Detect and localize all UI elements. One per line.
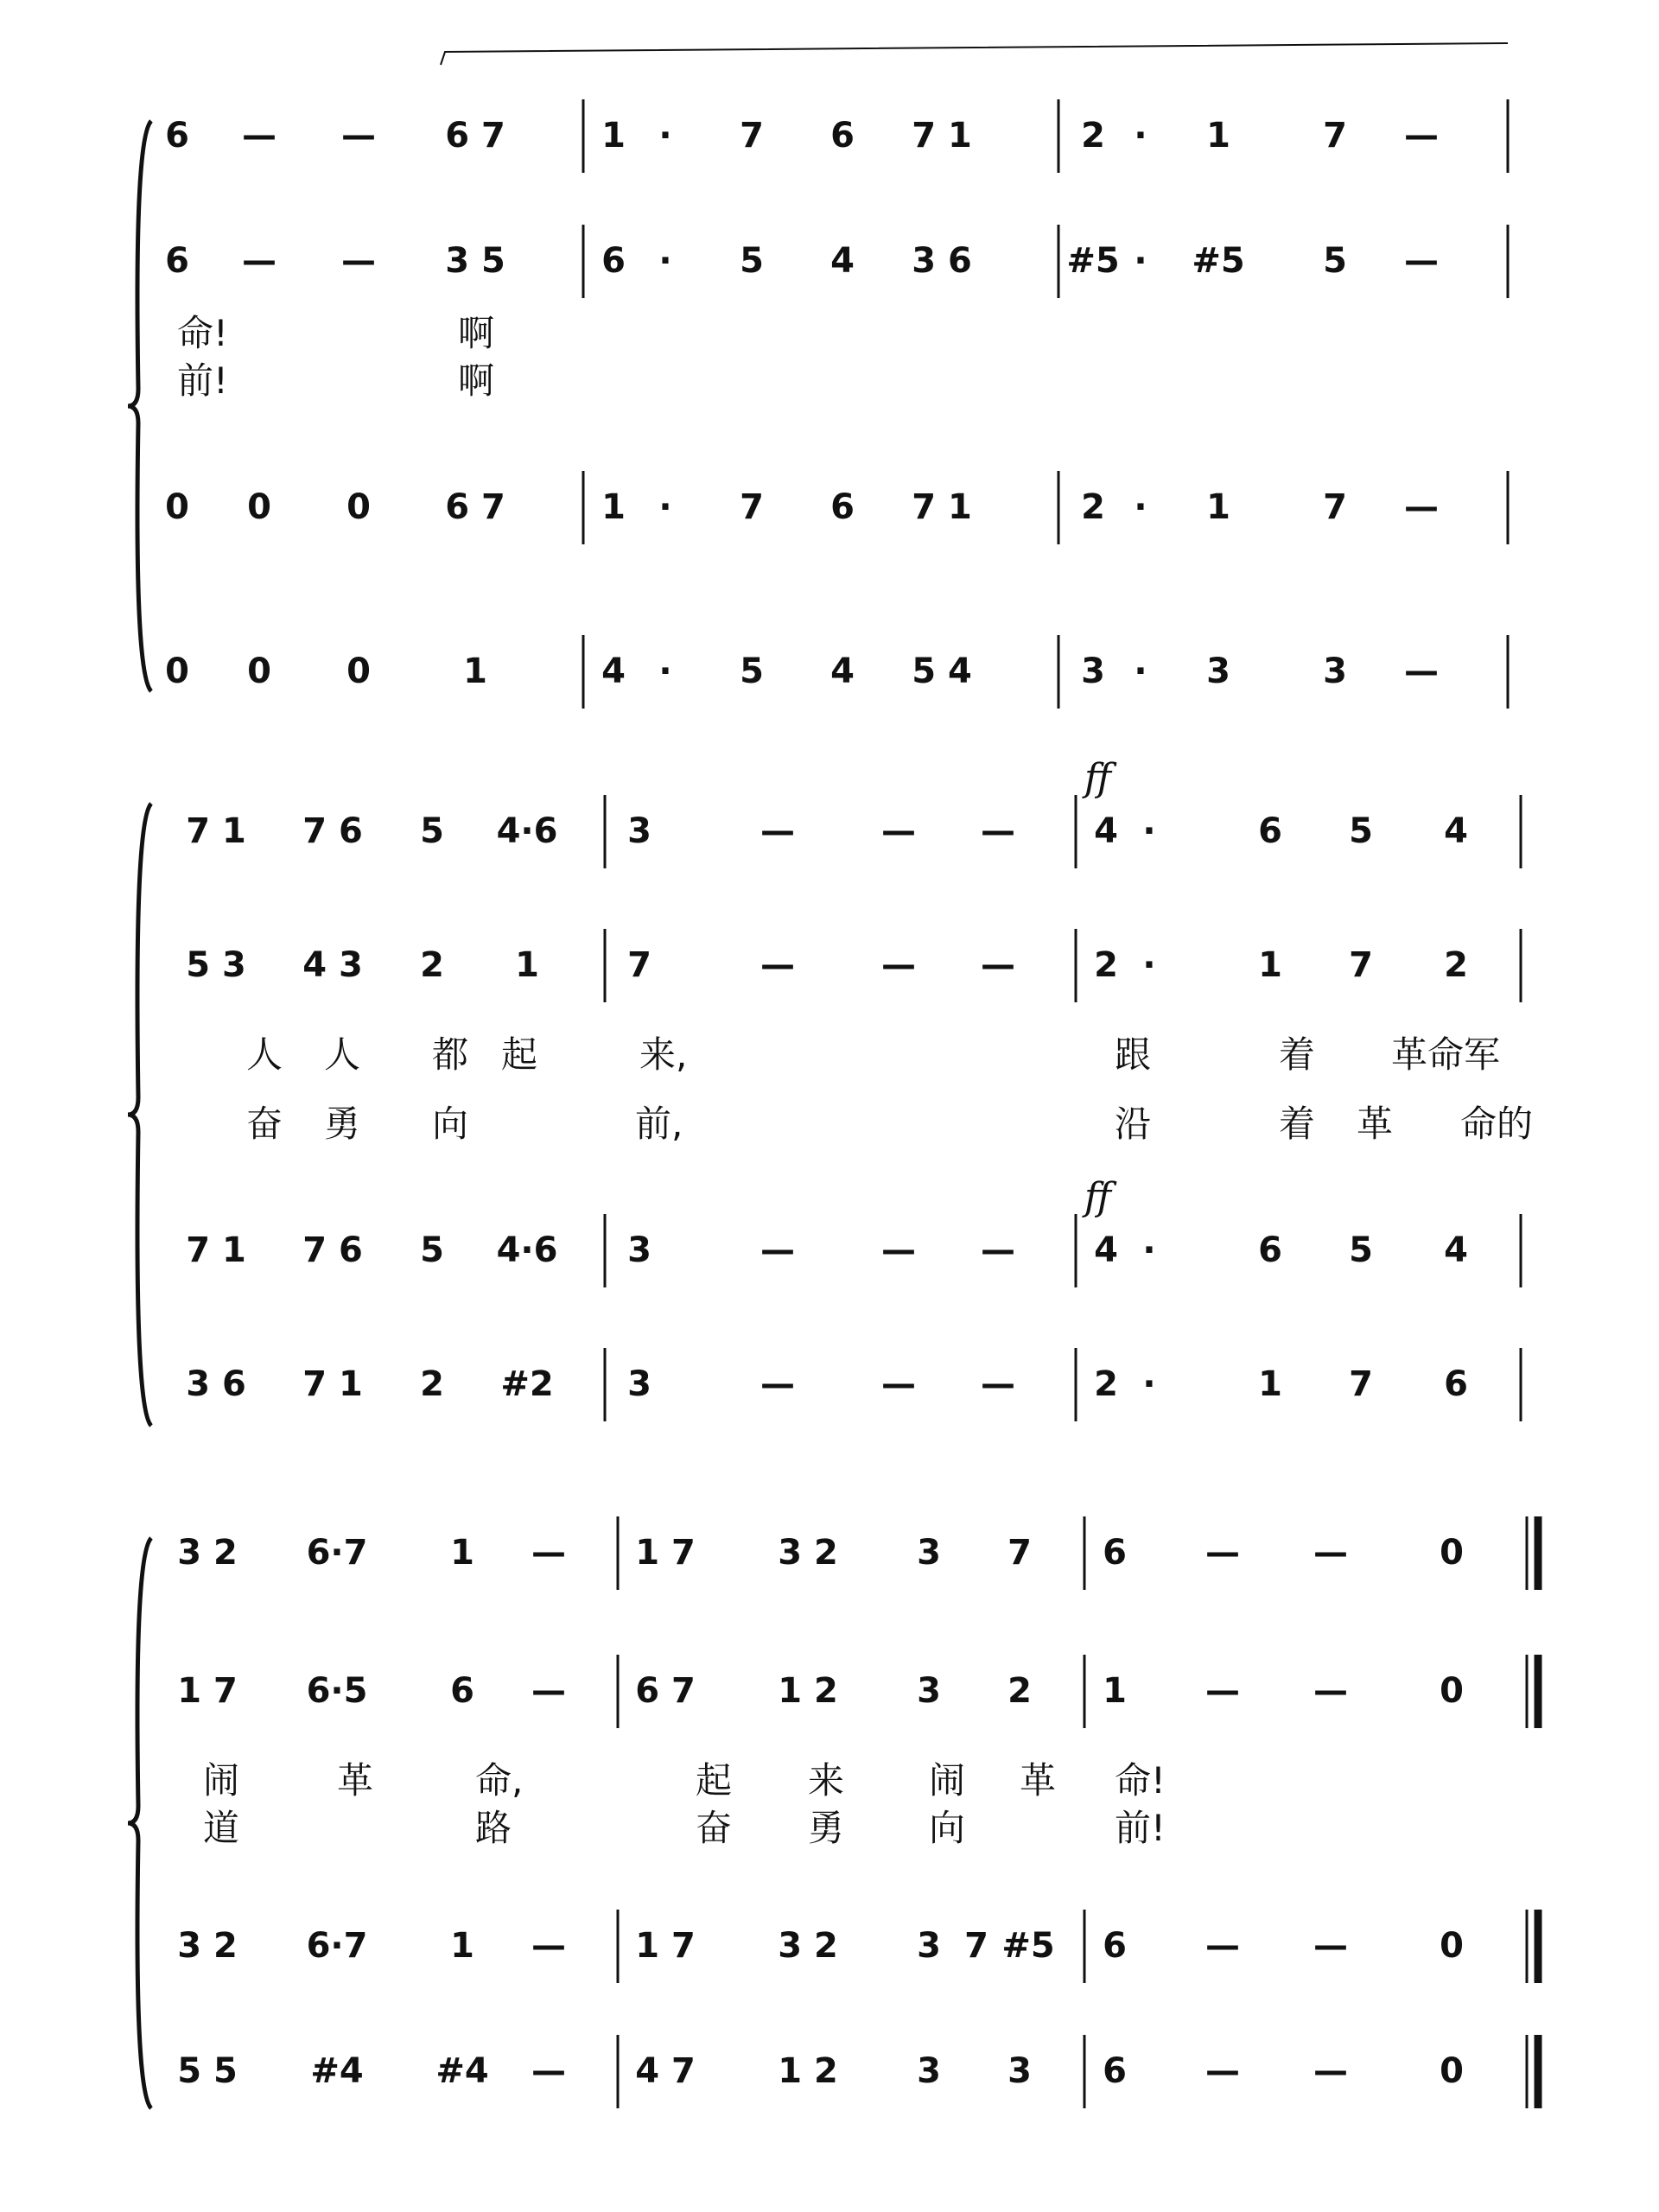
note: 3 2 [177, 1533, 238, 1573]
note: 5 [420, 811, 444, 851]
note: 5 [740, 241, 764, 281]
dash: — [341, 241, 376, 281]
lyric-syllable: 啊 [458, 312, 495, 354]
note: · [658, 652, 672, 691]
note: · [1142, 1230, 1156, 1270]
note: 5 [1323, 241, 1347, 281]
note: 2 [1081, 487, 1105, 527]
note: 7 [964, 1926, 988, 1966]
note: 3 5 [445, 241, 505, 281]
note: 4 [1094, 1230, 1118, 1270]
lyric-line-1 [177, 312, 494, 354]
voice-4 [186, 1348, 1521, 1421]
note: 7 6 [302, 1230, 363, 1270]
note: 0 [346, 487, 371, 527]
note: 7 [1349, 1364, 1373, 1404]
note: 6 [1258, 811, 1282, 851]
dash: — [881, 945, 916, 985]
dash: — [1313, 1671, 1348, 1711]
note: 0 [1440, 1533, 1464, 1573]
note: 3 2 [778, 1533, 838, 1573]
lyric-syllable: 革 [1020, 1759, 1057, 1802]
note: 7 6 [302, 811, 363, 851]
note: #2 [500, 1364, 554, 1404]
note: 6·5 [306, 1671, 368, 1711]
dash: — [1404, 116, 1439, 156]
dash: — [881, 811, 916, 851]
dash: — [760, 1230, 795, 1270]
voice-2 [165, 225, 1508, 298]
note: 4 [1094, 811, 1118, 851]
system-brace [128, 121, 151, 691]
dash: — [242, 116, 276, 156]
lyric-syllable: 着 [1279, 1103, 1316, 1145]
slur [441, 43, 1508, 65]
note: 5 5 [177, 2051, 238, 2091]
note: 7 [1349, 945, 1373, 985]
dash: — [1205, 1671, 1240, 1711]
lyric-syllable: 革 [1357, 1103, 1394, 1145]
note: 3 2 [778, 1926, 838, 1966]
dash: — [881, 1230, 916, 1270]
note: 3 [627, 1230, 652, 1270]
dash: — [1205, 1533, 1240, 1573]
note: 7 1 [186, 1230, 246, 1270]
note: 5 3 [186, 945, 246, 985]
note: 2 [1094, 945, 1118, 985]
note: 7 [627, 945, 652, 985]
voice-4 [177, 2035, 1538, 2108]
note: #5 [1001, 1926, 1055, 1966]
lyric-syllable: 沿 [1115, 1103, 1152, 1145]
dash: — [1313, 1926, 1348, 1966]
note: · [1142, 945, 1156, 985]
lyric-syllable: 前! [177, 359, 228, 402]
voice-3 [177, 1910, 1538, 1983]
note: · [1134, 241, 1147, 281]
lyric-syllable: 奋 [696, 1807, 733, 1849]
system-brace [128, 1538, 151, 2108]
note: 5 [1349, 811, 1373, 851]
dash: — [760, 811, 795, 851]
note: #4 [435, 2051, 489, 2091]
note: 5 4 [912, 652, 972, 691]
dash: — [1313, 1533, 1348, 1573]
note: 1 [463, 652, 487, 691]
lyric-line-2 [203, 1807, 1166, 1849]
note: 1 2 [778, 2051, 838, 2091]
lyric-syllable: 起 [696, 1759, 733, 1802]
dash: — [1205, 1926, 1240, 1966]
lyric-syllable: 奋 [246, 1103, 283, 1145]
lyric-syllable: 命, [475, 1759, 524, 1802]
lyric-syllable: 着 [1279, 1033, 1316, 1076]
note: 6 7 [445, 487, 505, 527]
note: 2 [420, 945, 444, 985]
note: 3 [917, 1926, 941, 1966]
note: 1 [1206, 116, 1230, 156]
lyric-syllable: 人 [324, 1033, 361, 1076]
lyric-syllable: 命! [177, 312, 228, 354]
voice-1 [177, 1516, 1538, 1590]
lyric-syllable: 前! [1115, 1807, 1166, 1849]
dash: — [341, 116, 376, 156]
note: 4·6 [496, 1230, 558, 1270]
note: 0 [1440, 1671, 1464, 1711]
note: · [658, 487, 672, 527]
lyric-syllable: 起 [501, 1033, 538, 1076]
note: 7 1 [186, 811, 246, 851]
note: 1 [515, 945, 539, 985]
note: 7 [1323, 487, 1347, 527]
voice-1 [186, 795, 1521, 868]
note: 5 [1349, 1230, 1373, 1270]
lyric-syllable: 来, [639, 1033, 688, 1076]
dash: — [531, 1671, 566, 1711]
lyric-syllable: 勇 [324, 1103, 361, 1145]
dynamic-marking: ff [1084, 1175, 1112, 1219]
lyric-syllable: 跟 [1115, 1033, 1152, 1076]
lyric-syllable: 命! [1115, 1759, 1166, 1802]
voice-1 [165, 43, 1508, 173]
note: 6 [830, 487, 855, 527]
note: · [1134, 487, 1147, 527]
note: 4 3 [302, 945, 363, 985]
voice-3 [186, 1214, 1521, 1287]
note: 2 [420, 1364, 444, 1404]
dash: — [531, 1533, 566, 1573]
dash: — [881, 1364, 916, 1404]
note: 6·7 [306, 1533, 368, 1573]
note: · [658, 116, 672, 156]
dynamic-marking: ff [1084, 756, 1112, 800]
note: · [658, 241, 672, 281]
note: 4·6 [496, 811, 558, 851]
note: 5 [420, 1230, 444, 1270]
dash: — [1404, 487, 1439, 527]
dash: — [1205, 2051, 1240, 2091]
dash: — [531, 1926, 566, 1966]
note: 3 [627, 1364, 652, 1404]
system-3 [128, 1516, 1538, 2108]
voice-4 [165, 635, 1508, 709]
note: 0 [165, 487, 189, 527]
note: 0 [247, 487, 271, 527]
lyric-syllable: 革 [337, 1759, 374, 1802]
note: 1 7 [635, 1533, 696, 1573]
dash: — [1404, 652, 1439, 691]
note: 6 7 [445, 116, 505, 156]
note: 7 1 [302, 1364, 363, 1404]
note: 7 [1007, 1533, 1032, 1573]
lyric-syllable: 勇 [808, 1807, 845, 1849]
note: 3 [917, 1671, 941, 1711]
system-brace [128, 804, 151, 1426]
dash: — [981, 1364, 1015, 1404]
note: · [1134, 652, 1147, 691]
note: 3 2 [177, 1926, 238, 1966]
lyric-line-1 [246, 1033, 1500, 1076]
dash: — [1313, 2051, 1348, 2091]
note: 1 [1258, 945, 1282, 985]
dash: — [981, 811, 1015, 851]
note: 2 [1094, 1364, 1118, 1404]
lyric-syllable: 道 [203, 1807, 240, 1849]
lyric-syllable: 人 [246, 1033, 283, 1076]
note: 7 1 [912, 116, 972, 156]
note: 0 [346, 652, 371, 691]
system-1 [128, 43, 1508, 709]
note: 6 [1103, 2051, 1127, 2091]
note: 7 1 [912, 487, 972, 527]
lyric-syllable: 闹 [203, 1759, 240, 1802]
note: 1 [601, 116, 626, 156]
note: 1 [450, 1533, 474, 1573]
voice-2 [177, 1655, 1538, 1728]
note: · [1142, 811, 1156, 851]
note: 7 [740, 116, 764, 156]
note: · [1134, 116, 1147, 156]
lyric-syllable: 革命军 [1391, 1033, 1501, 1076]
lyric-syllable: 都 [432, 1033, 469, 1076]
dash: — [242, 241, 276, 281]
note: 3 [1007, 2051, 1032, 2091]
lyric-syllable: 前, [635, 1103, 683, 1145]
note: 2 [1081, 116, 1105, 156]
note: 1 [1258, 1364, 1282, 1404]
note: 6·7 [306, 1926, 368, 1966]
note: 6 [450, 1671, 474, 1711]
lyric-syllable: 命的 [1460, 1103, 1534, 1145]
note: 0 [1440, 2051, 1464, 2091]
lyric-syllable: 啊 [458, 359, 495, 402]
note: 1 [1103, 1671, 1127, 1711]
lyric-syllable: 向 [929, 1807, 966, 1849]
note: 1 [450, 1926, 474, 1966]
note: 0 [1440, 1926, 1464, 1966]
note: 6 [1103, 1926, 1127, 1966]
voice-2 [186, 929, 1521, 1002]
note: 3 [1323, 652, 1347, 691]
note: 4 [830, 652, 855, 691]
note: #4 [310, 2051, 364, 2091]
note: 4 [1444, 811, 1468, 851]
lyric-syllable: 来 [808, 1759, 845, 1802]
note: 3 [1206, 652, 1230, 691]
note: 4 [830, 241, 855, 281]
note: 6 [1444, 1364, 1468, 1404]
lyric-syllable: 闹 [929, 1759, 966, 1802]
note: 1 2 [778, 1671, 838, 1711]
note: 3 [917, 1533, 941, 1573]
dash: — [760, 1364, 795, 1404]
dash: — [981, 1230, 1015, 1270]
note: 4 [601, 652, 626, 691]
note: 1 7 [635, 1926, 696, 1966]
note: 7 [740, 487, 764, 527]
note: 6 [165, 241, 189, 281]
note: 6 [601, 241, 626, 281]
note: 2 [1007, 1671, 1032, 1711]
note: 4 [1444, 1230, 1468, 1270]
score-content [128, 43, 1538, 2108]
dash: — [531, 2051, 566, 2091]
note: 6 [830, 116, 855, 156]
dash: — [981, 945, 1015, 985]
note: 6 [1103, 1533, 1127, 1573]
note: 3 [1081, 652, 1105, 691]
note: 7 [1323, 116, 1347, 156]
note: #5 [1192, 241, 1245, 281]
lyric-line-2 [246, 1103, 1533, 1145]
note: 6 [165, 116, 189, 156]
note: 5 [740, 652, 764, 691]
lyric-syllable: 路 [475, 1807, 512, 1849]
lyric-line-2 [177, 359, 494, 402]
note: 6 7 [635, 1671, 696, 1711]
note: 1 7 [177, 1671, 238, 1711]
note: 3 [627, 811, 652, 851]
note: · [1142, 1364, 1156, 1404]
note: #5 [1066, 241, 1120, 281]
note: 2 [1444, 945, 1468, 985]
note: 4 7 [635, 2051, 696, 2091]
note: 1 [1206, 487, 1230, 527]
dash: — [760, 945, 795, 985]
dash: — [1404, 241, 1439, 281]
note: 3 6 [186, 1364, 246, 1404]
voice-3 [165, 471, 1508, 544]
lyric-line-1 [203, 1759, 1166, 1802]
note: 3 6 [912, 241, 972, 281]
note: 0 [165, 652, 189, 691]
lyric-syllable: 向 [432, 1103, 469, 1145]
note: 0 [247, 652, 271, 691]
note: 1 [601, 487, 626, 527]
system-2 [128, 756, 1533, 1426]
note: 3 [917, 2051, 941, 2091]
note: 6 [1258, 1230, 1282, 1270]
